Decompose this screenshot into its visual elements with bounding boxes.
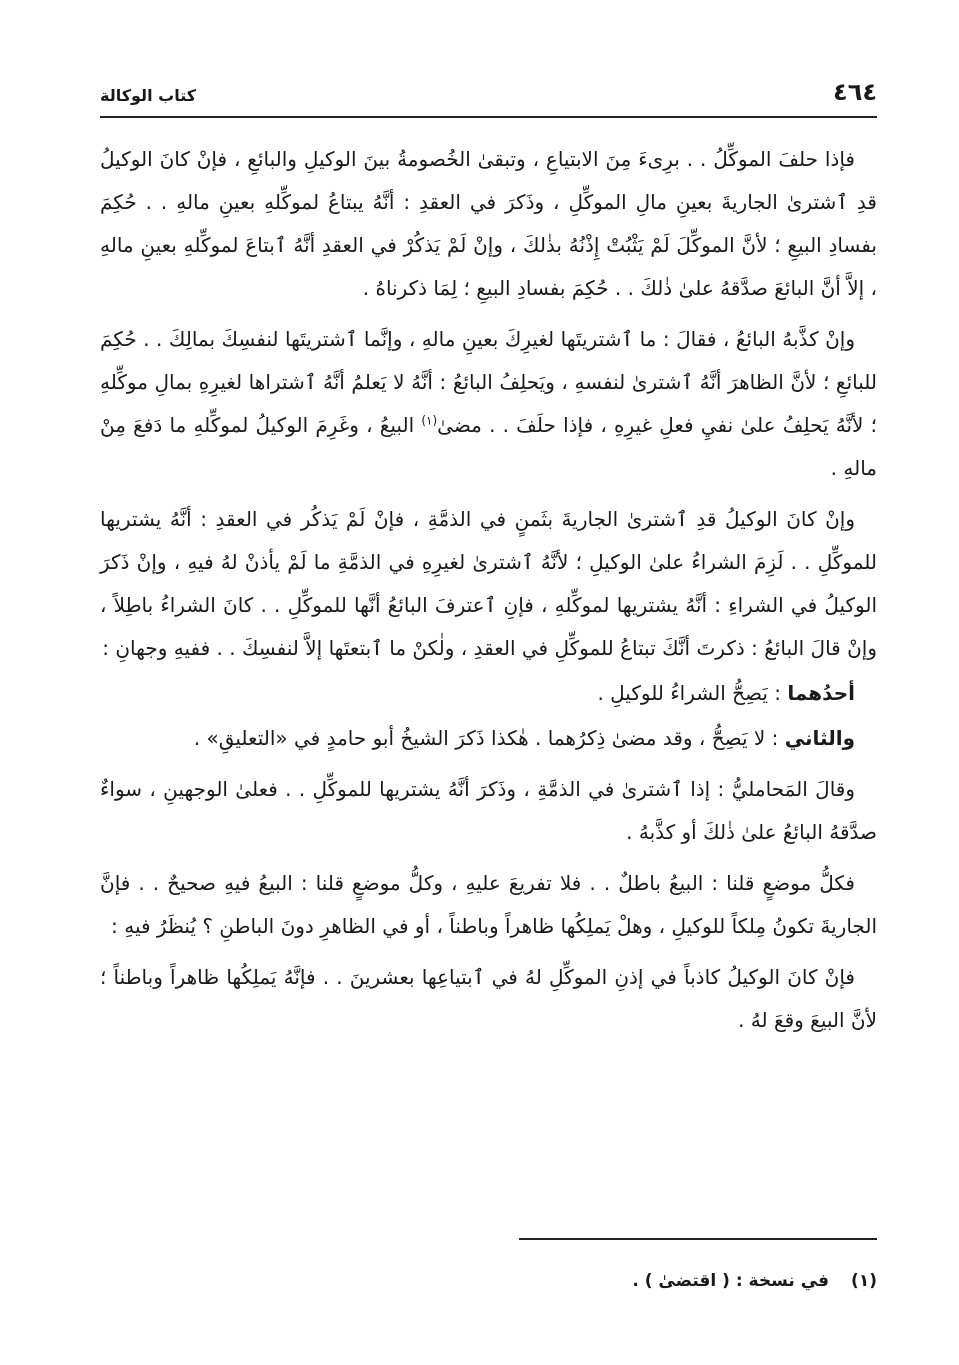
paragraph-text: وإنْ كذَّبهُ البائعُ ، فقالَ : ما ٱشتريتَها لغيرِكَ بعينِ مالهِ ، وإنَّما ٱشتريتَها لنفسِكَ بمالِكَ . . حُكِمَ للبائعِ ؛ لأنَّ الظاهرَ أنَّهُ ٱشترىٰ لنفسهِ ، ويَحلِفُ البائعُ : أنَّهُ لا يَعلمُ أنَّهُ ٱشتراها لغيرِهِ بمالِ موكِّلهِ ؛ لأنَّهُ يَحلِفُ علىٰ نفيِ فعلِ غيرِهِ ، فإذا حلَفَ . . مضىٰ: [100, 327, 878, 437]
footnote-reference: (١): [421, 413, 438, 428]
footnote-number: (١): [851, 1271, 877, 1291]
paragraph: وقالَ المَحامليُّ : إذا ٱشترىٰ في الذمَّةِ ، وذَكرَ أنَّهُ يشتريها للموكِّلِ . . فعلىٰ الوجهينِ ، سواءٌ صدَّقهُ البائعُ علىٰ ذٰلكَ أو كذَّبهُ .: [100, 777, 877, 844]
paragraph: فإنْ كانَ الوكيلُ كاذباً في إذنِ الموكِّلِ لهُ في ٱبتياعِها بعشرينَ . . فإنَّهُ يَملِكُها ظاهراً وباطناً ؛ لأنَّ البيعَ وقعَ لهُ .: [100, 965, 877, 1032]
paragraph: [100, 672, 877, 715]
paragraph-text: : يَصِحُّ الشراءُ للوكيلِ .: [597, 681, 788, 705]
paragraph: وإنْ كانَ الوكيلُ قدِ ٱشترىٰ الجاريةَ بثَمنٍ في الذمَّةِ ، فإنْ لَمْ يَذكُر في العقدِ : أنَّهُ يشتريها للموكِّلِ . . لَزِمَ الشراءُ علىٰ الوكيلِ ؛ لأنَّهُ ٱشترىٰ لغيرِهِ في الذمَّةِ ما لَمْ يأذنْ لهُ فيهِ ، وإنْ ذَكرَ الوكيلُ في الشراءِ : أنَّهُ يشتريها لموكِّلهِ ، فإنِ ٱعترفَ البائعُ أنَّها للموكِّلِ . . كانَ الشراءُ باطِلاً ، وإنْ قالَ البائعُ : ذكرتَ أنَّكَ تبتاعُ للموكِّلِ في العقدِ ، ولٰكنْ ما ٱبتعتَها إلاَّ لنفسِكَ . . ففيهِ وجهانِ :: [100, 507, 877, 660]
page-header: [100, 78, 877, 118]
main-text: [100, 138, 877, 1050]
point-lead: أحدُهما: [787, 681, 855, 705]
paragraph: [100, 318, 877, 490]
page-number: ٤٦٤: [833, 78, 877, 106]
paragraph-text: : لا يَصِحُّ ، وقد مضىٰ ذِكرُهما . هٰكذا ذَكرَ الشيخُ أبو حامدٍ في «التعليقِ» .: [193, 726, 785, 750]
paragraph: [100, 717, 877, 760]
point-lead: والثاني: [784, 726, 855, 750]
footnote-text: في نسخة : ( اقتضىٰ ) .: [632, 1271, 830, 1291]
footnote-divider: [519, 1238, 877, 1240]
paragraph: فإذا حلفَ الموكِّلُ . . برِىءَ مِنَ الابتياعِ ، وتبقىٰ الخُصومةُ بينَ الوكيلِ والبائعِ ، فإنْ كانَ الوكيلُ قدِ ٱشترىٰ الجاريةَ بعينِ مالِ الموكِّلِ ، وذَكرَ في العقدِ : أنَّهُ يبتاعُ لموكِّلهِ بعينِ مالهِ . . حُكِمَ بفسادِ البيعِ ؛ لأنَّ الموكِّلَ لَمْ يَثْبُتْ إِذْنُهُ بذٰلكَ ، وإنْ لَمْ يَذكُرْ في العقدِ أنَّهُ ٱبتاعَ لموكِّلهِ بعينِ مالهِ ، إلاَّ أنَّ البائعَ صدَّقهُ علىٰ ذٰلكَ . . حُكِمَ بفسادِ البيعِ ؛ لِمَا ذكرناهُ .: [100, 147, 877, 300]
paragraph-text: البيعُ ، وغَرِمَ الوكيلُ لموكِّلهِ ما دَفعَ مِنْ مالهِ .: [100, 413, 877, 480]
footnote: [100, 1266, 877, 1296]
running-title: كتاب الوكالة: [100, 86, 197, 105]
paragraph: فكلُّ موضعٍ قلنا : البيعُ باطلٌ . . فلا تفريعَ عليهِ ، وكلُّ موضعٍ قلنا : البيعُ فيهِ صحيحٌ . . فإنَّ الجاريةَ تكونُ مِلكاً للوكيلِ ، وهلْ يَملِكُها ظاهراً وباطناً ، أو في الظاهرِ دونَ الباطنِ ؟ يُنظَرُ فيهِ :: [100, 871, 877, 938]
